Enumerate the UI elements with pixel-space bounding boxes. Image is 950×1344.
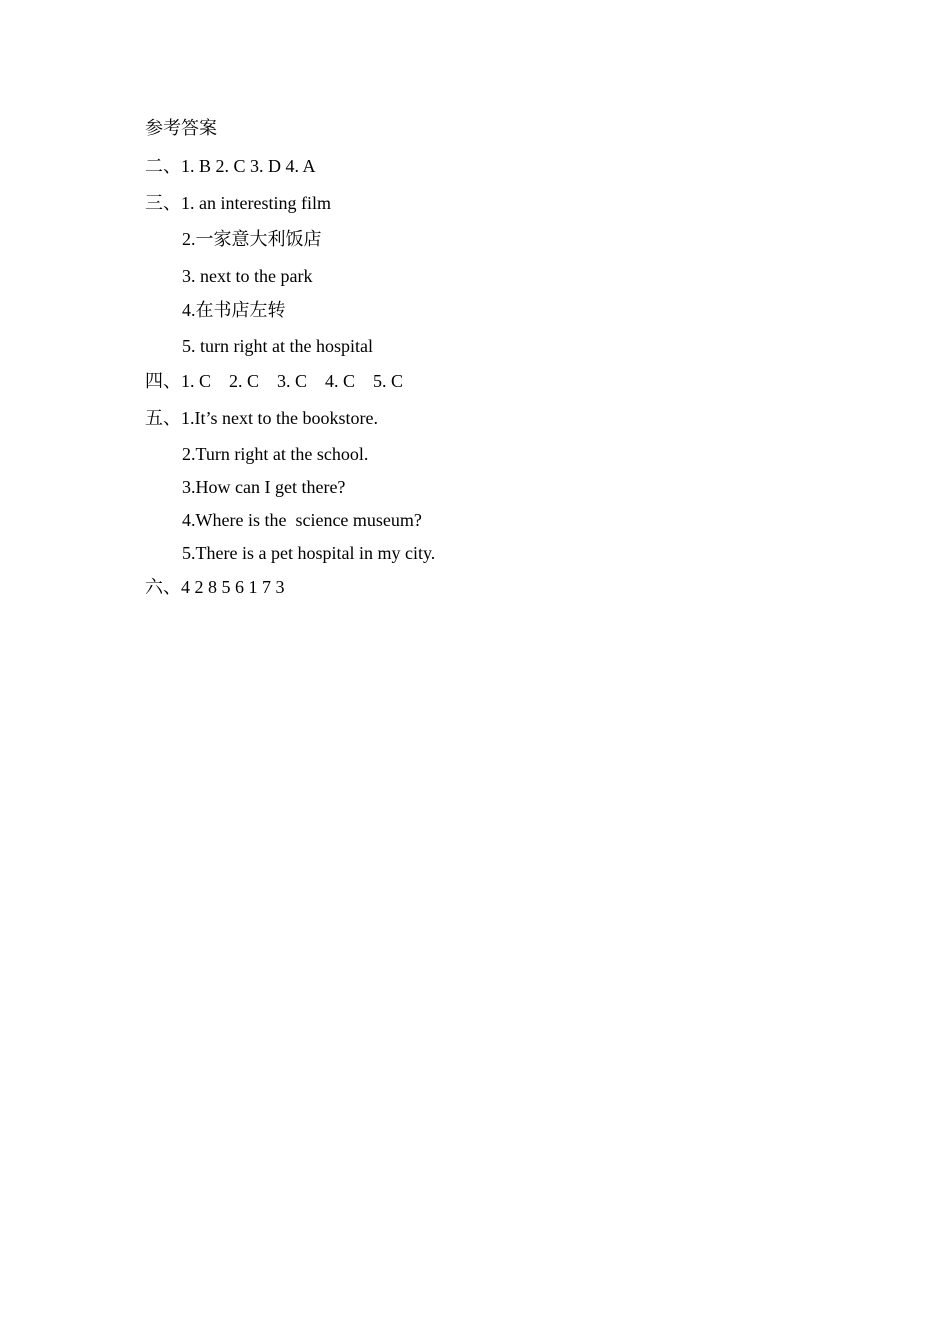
section-5-answer-3: 3.How can I get there? [182,477,346,497]
section-2-answers: 二、1. B 2. C 3. D 4. A [145,156,316,176]
section-5-answer-4: 4.Where is the science museum? [182,510,422,530]
section-5-answer-5: 5.There is a pet hospital in my city. [182,543,436,563]
section-5-answer-2: 2.Turn right at the school. [182,444,369,464]
section-3-answer-2: 2.一家意大利饭店 [182,229,322,249]
section-3-answer-3: 3. next to the park [182,266,313,286]
page-title: 参考答案 [145,118,217,138]
section-5-answer-1: 五、1.It’s next to the bookstore. [145,408,378,428]
section-6-answers: 六、4 2 8 5 6 1 7 3 [145,577,285,597]
section-3-answer-4: 4.在书店左转 [182,300,286,320]
section-4-answers: 四、1. C 2. C 3. C 4. C 5. C [145,371,404,391]
section-3-answer-1: 三、1. an interesting film [145,193,331,213]
section-3-answer-5: 5. turn right at the hospital [182,336,373,356]
